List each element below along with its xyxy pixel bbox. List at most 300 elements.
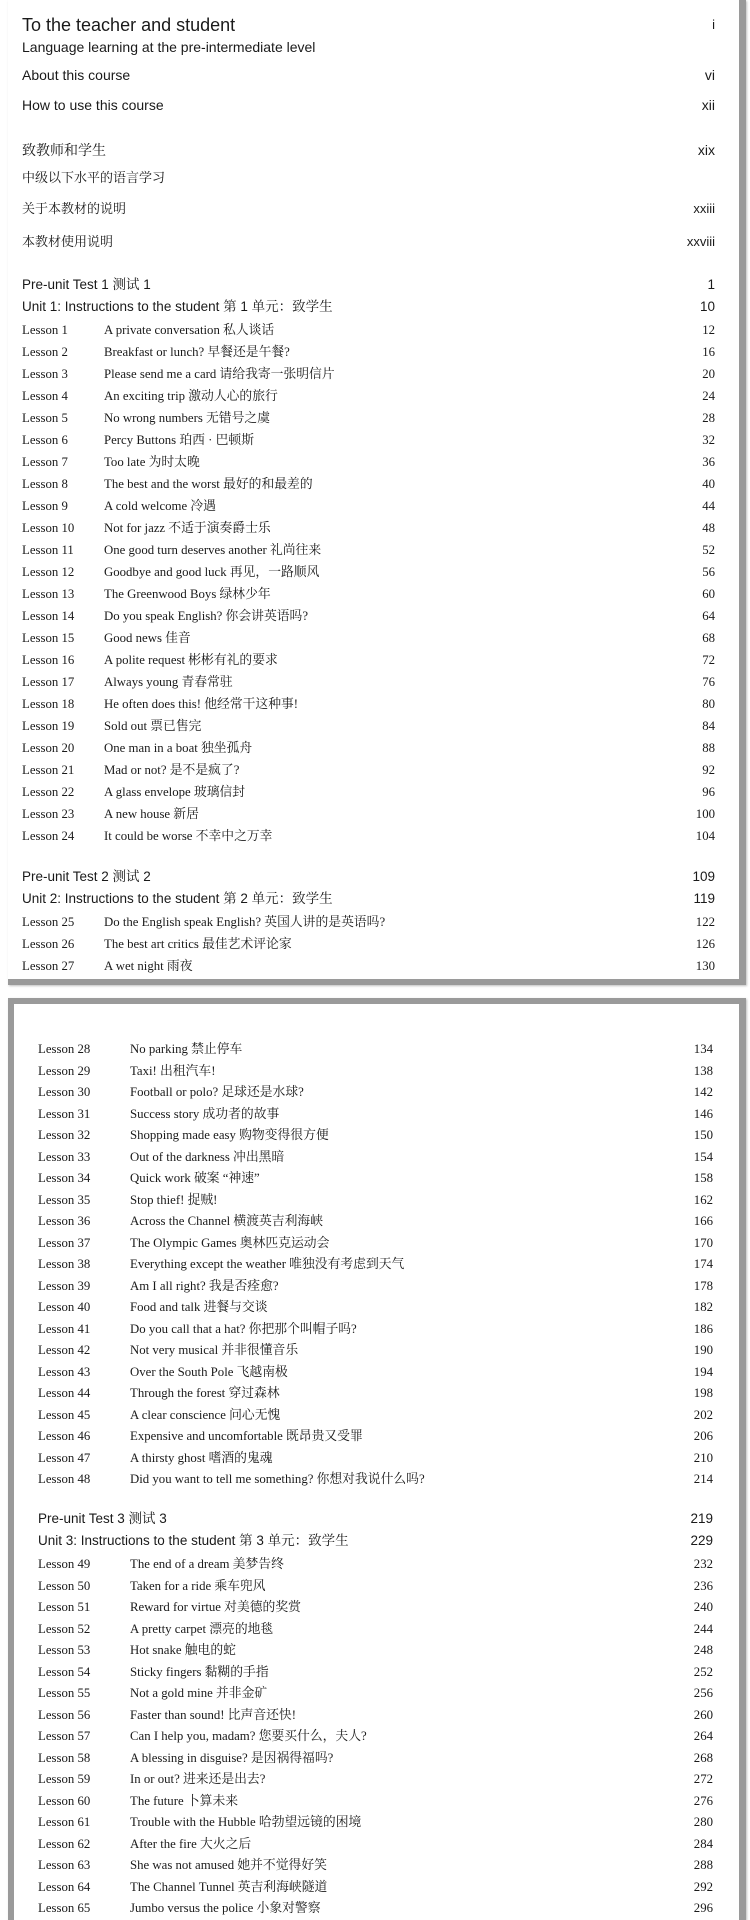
lesson-label: Lesson 9 <box>22 499 68 513</box>
toc-lesson-row <box>8 583 739 605</box>
toc-lesson-row <box>8 605 739 627</box>
lesson-title: He often does this! 他经常干这种事! <box>104 697 299 711</box>
lesson-title: Across the Channel 横渡英吉利海峡 <box>130 1214 323 1228</box>
lesson-page: 170 <box>693 1235 713 1250</box>
lesson-title: Out of the darkness 冲出黑暗 <box>130 1149 285 1164</box>
toc-lesson-row <box>14 1747 739 1769</box>
lesson-page: 264 <box>693 1729 713 1743</box>
lesson-title: Goodbye and good luck 再见，一路顺风 <box>104 565 320 579</box>
entry-page: i <box>712 17 715 32</box>
section-title: Unit 2: Instructions to the student 第 2 单元：致学生 <box>22 891 333 906</box>
lesson-page: 134 <box>693 1042 713 1056</box>
lesson-title: Am I all right? 我是否痊愈? <box>130 1278 279 1293</box>
lesson-page: 240 <box>693 1600 713 1614</box>
lesson-label: Lesson 56 <box>38 1707 91 1722</box>
lesson-page: 236 <box>693 1578 713 1593</box>
lesson-title: A cold welcome 冷遇 <box>104 499 216 513</box>
toc-lesson-row <box>14 1790 739 1812</box>
toc-lesson-row <box>14 1661 739 1683</box>
lesson-label: Lesson 33 <box>38 1149 91 1164</box>
lesson-label: Lesson 19 <box>22 719 75 733</box>
lesson-title: Breakfast or lunch? 早餐还是午餐? <box>104 345 290 359</box>
lesson-label: Lesson 5 <box>22 411 68 425</box>
toc-entry-about-course <box>8 64 739 86</box>
lesson-label: Lesson 36 <box>38 1214 91 1228</box>
toc-page-2 <box>8 998 746 1920</box>
lesson-page: 72 <box>702 653 715 667</box>
toc-lesson-row <box>8 693 739 715</box>
lesson-title: The end of a dream 美梦告终 <box>130 1557 284 1571</box>
lesson-page: 198 <box>693 1386 713 1400</box>
lesson-page: 292 <box>693 1879 713 1894</box>
lesson-label: Lesson 52 <box>38 1621 91 1636</box>
lesson-page: 186 <box>693 1321 713 1336</box>
lesson-title: The best and the worst 最好的和最差的 <box>104 477 313 491</box>
lesson-page: 122 <box>695 915 715 929</box>
toc-lesson-row <box>14 1425 739 1447</box>
lesson-title: Not very musical 并非很懂音乐 <box>130 1343 299 1357</box>
lesson-title: Do the English speak English? 英国人讲的是英语吗? <box>104 915 386 929</box>
lesson-title: Shopping made easy 购物变得很方便 <box>130 1128 329 1142</box>
toc-entry-to-the-teacher <box>8 14 739 36</box>
lesson-page: 130 <box>695 959 715 973</box>
entry-title: 关于本教材的说明 <box>22 201 127 216</box>
lesson-label: Lesson 29 <box>38 1063 91 1078</box>
lesson-title: She was not amused 她并不觉得好笑 <box>130 1858 327 1872</box>
toc-lesson-row <box>14 1897 739 1919</box>
toc-lesson-row <box>14 1811 739 1833</box>
lesson-page: 36 <box>702 455 715 469</box>
lesson-page: 280 <box>693 1815 713 1829</box>
lesson-label: Lesson 13 <box>22 587 75 601</box>
lesson-title: The future 卜算未来 <box>130 1793 239 1808</box>
section-page: 119 <box>693 891 715 906</box>
lesson-title: Sold out 票已售完 <box>104 719 202 733</box>
lesson-page: 28 <box>702 411 715 425</box>
toc-lesson-row <box>14 1768 739 1790</box>
lesson-title: Always young 青春常驻 <box>104 675 233 689</box>
lesson-page: 288 <box>693 1858 713 1872</box>
toc-lesson-row <box>14 1038 739 1060</box>
lesson-page: 142 <box>693 1085 713 1099</box>
toc-lesson-row <box>14 1167 739 1189</box>
lesson-label: Lesson 47 <box>38 1450 91 1465</box>
lesson-title: An exciting trip 激动人心的旅行 <box>104 389 278 403</box>
entry-title: Language learning at the pre-intermediate level <box>22 39 316 55</box>
lesson-page: 268 <box>693 1750 713 1765</box>
lesson-title: The Channel Tunnel 英吉利海峡隧道 <box>130 1879 328 1894</box>
lesson-title: The Greenwood Boys 绿林少年 <box>104 587 271 601</box>
lesson-title: No parking 禁止停车 <box>130 1042 243 1056</box>
entry-title: About this course <box>22 67 131 83</box>
lesson-title: Not a gold mine 并非金矿 <box>130 1686 268 1700</box>
toc-lesson-row <box>8 407 739 429</box>
lesson-title: Through the forest 穿过森林 <box>130 1386 280 1400</box>
lesson-label: Lesson 38 <box>38 1257 91 1271</box>
lesson-label: Lesson 18 <box>22 697 75 711</box>
toc-lesson-row <box>14 1404 739 1426</box>
lesson-title: Food and talk 进餐与交谈 <box>130 1300 268 1314</box>
lesson-page: 150 <box>693 1128 713 1142</box>
lesson-page: 248 <box>693 1643 713 1657</box>
toc-section-pre-unit-test-3 <box>14 1508 739 1530</box>
toc-lesson-row <box>14 1318 739 1340</box>
toc-lesson-row <box>8 671 739 693</box>
lesson-title: A glass envelope 玻璃信封 <box>104 785 246 799</box>
lesson-label: Lesson 57 <box>38 1729 91 1743</box>
lesson-label: Lesson 40 <box>38 1300 91 1314</box>
lesson-label: Lesson 32 <box>38 1128 91 1142</box>
lesson-page: 40 <box>702 477 715 491</box>
lesson-title: Expensive and uncomfortable 既昂贵又受罪 <box>130 1429 363 1443</box>
lesson-label: Lesson 55 <box>38 1686 91 1700</box>
lesson-page: 284 <box>693 1836 713 1851</box>
lesson-page: 68 <box>702 631 715 645</box>
lesson-title: The Olympic Games 奥林匹克运动会 <box>130 1235 330 1250</box>
toc-lesson-row <box>8 781 739 803</box>
lesson-label: Lesson 25 <box>22 915 75 929</box>
lesson-page: 182 <box>693 1300 713 1314</box>
lesson-label: Lesson 42 <box>38 1343 91 1357</box>
lesson-page: 16 <box>702 345 715 359</box>
lesson-title: Quick work 破案 “神速” <box>130 1171 260 1185</box>
toc-lesson-row <box>8 561 739 583</box>
lesson-title: Taxi! 出租汽车! <box>130 1063 216 1078</box>
toc-lesson-row <box>14 1060 739 1082</box>
lesson-page: 272 <box>693 1772 713 1786</box>
toc-lesson-row <box>8 759 739 781</box>
lesson-title: Good news 佳音 <box>104 631 191 645</box>
entry-page: xii <box>701 97 715 113</box>
lesson-label: Lesson 48 <box>38 1472 91 1486</box>
lesson-page: 48 <box>702 521 715 535</box>
lesson-page: 96 <box>702 785 715 799</box>
lesson-page: 56 <box>702 565 715 579</box>
toc-lesson-row <box>8 955 739 977</box>
lesson-label: Lesson 45 <box>38 1407 91 1422</box>
lesson-label: Lesson 64 <box>38 1879 91 1894</box>
toc-entry-zh-about <box>8 198 739 220</box>
section-page: 10 <box>699 299 715 314</box>
lesson-title: Over the South Pole 飞越南极 <box>130 1364 288 1379</box>
lesson-label: Lesson 44 <box>38 1386 91 1400</box>
toc-entry-language-learning <box>8 36 739 58</box>
lesson-label: Lesson 24 <box>22 829 75 843</box>
lesson-page: 84 <box>702 719 715 733</box>
toc-lesson-row <box>8 627 739 649</box>
lesson-title: Success story 成功者的故事 <box>130 1106 280 1121</box>
lesson-title: Percy Buttons 珀西 · 巴顿斯 <box>104 433 255 447</box>
lesson-page: 166 <box>693 1214 713 1228</box>
toc-lesson-row <box>14 1553 739 1575</box>
lesson-page: 296 <box>693 1901 713 1915</box>
lesson-label: Lesson 15 <box>22 631 75 645</box>
lesson-label: Lesson 53 <box>38 1643 91 1657</box>
toc-lesson-row <box>14 1253 739 1275</box>
lesson-label: Lesson 8 <box>22 477 68 491</box>
toc-lesson-row <box>14 1596 739 1618</box>
toc-lesson-row <box>14 1124 739 1146</box>
lesson-label: Lesson 2 <box>22 345 68 359</box>
lesson-label: Lesson 21 <box>22 763 75 777</box>
section-title: Pre-unit Test 1 测试 1 <box>22 277 151 292</box>
lesson-label: Lesson 17 <box>22 675 75 689</box>
toc-lesson-row <box>14 1725 739 1747</box>
section-title: Pre-unit Test 3 测试 3 <box>38 1511 167 1526</box>
toc-lesson-row <box>14 1339 739 1361</box>
entry-page: xxviii <box>686 234 715 249</box>
lesson-label: Lesson 62 <box>38 1836 91 1851</box>
lesson-title: Mad or not? 是不是疯了? <box>104 763 240 777</box>
lesson-title: Can I help you, madam? 您要买什么，夫人? <box>130 1729 367 1743</box>
toc-lesson-row <box>8 911 739 933</box>
toc-lesson-row <box>14 1361 739 1383</box>
lesson-label: Lesson 6 <box>22 433 68 447</box>
lesson-label: Lesson 31 <box>38 1106 91 1121</box>
lesson-label: Lesson 20 <box>22 741 75 755</box>
lesson-label: Lesson 61 <box>38 1815 91 1829</box>
lesson-label: Lesson 65 <box>38 1901 91 1915</box>
lesson-label: Lesson 46 <box>38 1429 91 1443</box>
lesson-label: Lesson 26 <box>22 937 75 951</box>
lesson-label: Lesson 50 <box>38 1578 91 1593</box>
toc-section-pre-unit-test-1 <box>8 274 739 296</box>
toc-page-1 <box>8 0 746 985</box>
lesson-page: 126 <box>695 937 715 951</box>
toc-lesson-row <box>14 1146 739 1168</box>
toc-lesson-row <box>8 495 739 517</box>
toc-section-unit-2 <box>8 888 739 910</box>
lesson-label: Lesson 23 <box>22 807 75 821</box>
lesson-page: 64 <box>702 609 715 623</box>
lesson-label: Lesson 1 <box>22 323 68 337</box>
toc-lesson-row <box>14 1639 739 1661</box>
lesson-label: Lesson 28 <box>38 1042 91 1056</box>
toc-lesson-row <box>8 649 739 671</box>
section-title: Unit 3: Instructions to the student 第 3 单元：致学生 <box>38 1533 349 1548</box>
lesson-label: Lesson 34 <box>38 1171 91 1185</box>
toc-section-unit-3 <box>14 1530 739 1552</box>
lesson-label: Lesson 58 <box>38 1750 91 1765</box>
lesson-page: 100 <box>695 807 715 821</box>
section-title: Unit 1: Instructions to the student 第 1 单元：致学生 <box>22 299 333 314</box>
toc-lesson-row <box>8 825 739 847</box>
lesson-page: 194 <box>693 1364 713 1379</box>
lesson-label: Lesson 60 <box>38 1793 91 1808</box>
toc-lesson-row <box>14 1876 739 1898</box>
lesson-page: 206 <box>693 1429 713 1443</box>
lesson-title: A pretty carpet 漂亮的地毯 <box>130 1621 274 1636</box>
toc-lesson-row <box>8 737 739 759</box>
lesson-title: Sticky fingers 黏糊的手指 <box>130 1664 269 1679</box>
entry-page: xix <box>697 142 715 158</box>
lesson-page: 20 <box>702 367 715 381</box>
lesson-title: Faster than sound! 比声音还快! <box>130 1707 296 1722</box>
lesson-page: 32 <box>702 433 715 447</box>
toc-lesson-row <box>8 715 739 737</box>
toc-lesson-row <box>14 1575 739 1597</box>
lesson-title: A blessing in disguise? 是因祸得福吗? <box>130 1750 334 1765</box>
lesson-label: Lesson 39 <box>38 1278 91 1293</box>
lesson-page: 174 <box>693 1257 713 1271</box>
toc-lesson-row <box>14 1618 739 1640</box>
toc-lesson-row <box>8 933 739 955</box>
toc-lesson-row <box>14 1468 739 1490</box>
lesson-page: 260 <box>693 1707 713 1722</box>
lesson-page: 52 <box>702 543 715 557</box>
lesson-title: Did you want to tell me something? 你想对我说什么吗? <box>130 1472 425 1486</box>
lesson-page: 244 <box>693 1621 713 1636</box>
lesson-page: 146 <box>693 1106 713 1121</box>
lesson-title: Taken for a ride 乘车兜风 <box>130 1578 266 1593</box>
lesson-title: The best art critics 最佳艺术评论家 <box>104 937 292 951</box>
lesson-title: After the fire 大火之后 <box>130 1836 252 1851</box>
toc-lesson-row <box>14 1382 739 1404</box>
lesson-page: 162 <box>693 1192 713 1207</box>
toc-lesson-row <box>14 1103 739 1125</box>
toc-entry-how-to-use <box>8 94 739 116</box>
lesson-page: 158 <box>693 1171 713 1185</box>
toc-lesson-row <box>8 429 739 451</box>
toc-lesson-row <box>8 363 739 385</box>
toc-lesson-row <box>14 1189 739 1211</box>
lesson-label: Lesson 27 <box>22 959 75 973</box>
lesson-title: Trouble with the Hubble 哈勃望远镜的困境 <box>130 1815 362 1829</box>
entry-title: 中级以下水平的语言学习 <box>22 170 166 185</box>
lesson-label: Lesson 43 <box>38 1364 91 1379</box>
toc-entry-zh-language <box>8 167 739 189</box>
toc-section-pre-unit-test-2 <box>8 866 739 888</box>
lesson-title: Jumbo versus the police 小象对警察 <box>130 1901 321 1915</box>
section-page: 1 <box>707 277 715 292</box>
entry-title: How to use this course <box>22 97 164 113</box>
toc-lesson-row <box>14 1081 739 1103</box>
section-page: 229 <box>690 1533 713 1548</box>
lesson-label: Lesson 35 <box>38 1192 91 1207</box>
toc-lesson-row <box>8 385 739 407</box>
lesson-page: 60 <box>702 587 715 601</box>
lesson-title: One good turn deserves another 礼尚往来 <box>104 543 322 557</box>
lesson-page: 44 <box>702 499 715 513</box>
lesson-title: A wet night 雨夜 <box>104 959 193 973</box>
entry-title: 本教材使用说明 <box>22 234 114 249</box>
lesson-title: Everything except the weather 唯独没有考虑到天气 <box>130 1257 405 1271</box>
toc-entry-zh-howto <box>8 231 739 253</box>
lesson-page: 154 <box>693 1149 713 1164</box>
toc-lesson-row <box>8 473 739 495</box>
lesson-label: Lesson 16 <box>22 653 75 667</box>
lesson-title: No wrong numbers 无错号之虞 <box>104 411 270 425</box>
lesson-label: Lesson 14 <box>22 609 75 623</box>
lesson-title: Not for jazz 不适于演奏爵士乐 <box>104 521 271 535</box>
lesson-label: Lesson 22 <box>22 785 75 799</box>
toc-section-unit-1 <box>8 296 739 318</box>
toc-lesson-row <box>8 341 739 363</box>
lesson-label: Lesson 51 <box>38 1600 91 1614</box>
lesson-page: 12 <box>702 323 715 337</box>
section-page: 219 <box>690 1511 713 1526</box>
lesson-page: 214 <box>693 1472 713 1486</box>
lesson-title: A thirsty ghost 嗜酒的鬼魂 <box>130 1450 273 1465</box>
toc-lesson-row <box>14 1296 739 1318</box>
toc-lesson-row <box>14 1704 739 1726</box>
lesson-label: Lesson 10 <box>22 521 75 535</box>
lesson-label: Lesson 4 <box>22 389 68 403</box>
lesson-title: A new house 新居 <box>104 807 199 821</box>
lesson-title: Do you speak English? 你会讲英语吗? <box>104 609 309 623</box>
lesson-label: Lesson 37 <box>38 1235 91 1250</box>
lesson-label: Lesson 3 <box>22 367 68 381</box>
lesson-page: 88 <box>702 741 715 755</box>
lesson-title: One man in a boat 独坐孤舟 <box>104 741 253 755</box>
entry-page: xxiii <box>693 201 715 216</box>
toc-lesson-row <box>8 451 739 473</box>
toc-lesson-row <box>14 1447 739 1469</box>
lesson-page: 232 <box>693 1557 713 1571</box>
toc-lesson-row <box>14 1854 739 1876</box>
entry-title: To the teacher and student <box>22 15 236 35</box>
lesson-page: 210 <box>693 1450 713 1465</box>
lesson-label: Lesson 49 <box>38 1557 91 1571</box>
section-title: Pre-unit Test 2 测试 2 <box>22 869 151 884</box>
lesson-page: 104 <box>695 829 715 843</box>
lesson-label: Lesson 30 <box>38 1085 91 1099</box>
lesson-label: Lesson 11 <box>22 543 74 557</box>
lesson-title: A polite request 彬彬有礼的要求 <box>104 653 278 667</box>
lesson-page: 276 <box>693 1793 713 1808</box>
lesson-page: 24 <box>702 389 715 403</box>
entry-title: 致教师和学生 <box>22 142 106 158</box>
toc-lesson-row <box>14 1275 739 1297</box>
lesson-page: 202 <box>693 1407 713 1422</box>
lesson-title: A clear conscience 问心无愧 <box>130 1407 281 1422</box>
lesson-title: Please send me a card 请给我寄一张明信片 <box>104 367 335 381</box>
toc-lesson-row <box>14 1833 739 1855</box>
lesson-label: Lesson 54 <box>38 1664 91 1679</box>
lesson-page: 138 <box>693 1063 713 1078</box>
lesson-page: 92 <box>702 763 715 777</box>
toc-lesson-row <box>14 1232 739 1254</box>
toc-lesson-row <box>8 803 739 825</box>
lesson-page: 190 <box>693 1343 713 1357</box>
lesson-label: Lesson 7 <box>22 455 68 469</box>
lesson-title: Reward for virtue 对美德的奖赏 <box>130 1600 301 1614</box>
entry-page: vi <box>704 67 715 83</box>
section-page: 109 <box>692 869 715 884</box>
lesson-page: 76 <box>702 675 715 689</box>
lesson-title: Stop thief! 捉贼! <box>130 1192 218 1207</box>
lesson-label: Lesson 12 <box>22 565 75 579</box>
lesson-title: It could be worse 不幸中之万幸 <box>104 829 273 843</box>
lesson-page: 252 <box>693 1664 713 1679</box>
lesson-title: Do you call that a hat? 你把那个叫帽子吗? <box>130 1321 357 1336</box>
lesson-page: 178 <box>693 1278 713 1293</box>
toc-lesson-row <box>8 319 739 341</box>
toc-lesson-row <box>8 517 739 539</box>
toc-lesson-row <box>8 539 739 561</box>
toc-lesson-row <box>14 1682 739 1704</box>
lesson-page: 256 <box>693 1686 713 1700</box>
lesson-page: 80 <box>702 697 715 711</box>
lesson-title: Too late 为时太晚 <box>104 455 200 469</box>
lesson-label: Lesson 59 <box>38 1772 91 1786</box>
lesson-label: Lesson 41 <box>38 1321 91 1336</box>
lesson-title: Hot snake 触电的蛇 <box>130 1643 236 1657</box>
lesson-title: Football or polo? 足球还是水球? <box>130 1085 304 1099</box>
lesson-label: Lesson 63 <box>38 1858 91 1872</box>
lesson-title: In or out? 进来还是出去? <box>130 1772 266 1786</box>
toc-entry-zh-teacher <box>8 139 739 161</box>
